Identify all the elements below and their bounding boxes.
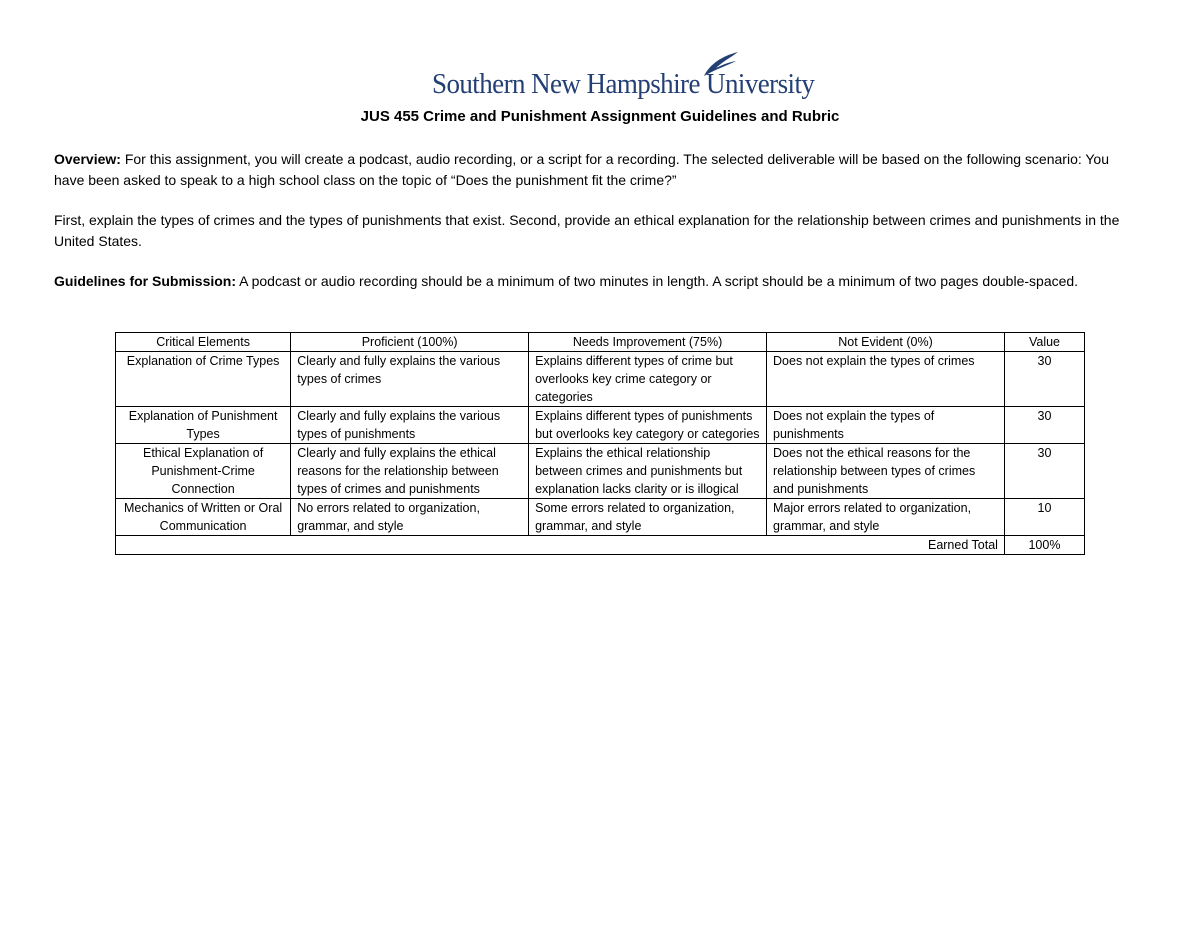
table-row <box>116 407 1085 444</box>
rubric-header-row <box>116 333 1085 352</box>
proficient-cell: Clearly and fully explains the various types of crimes <box>291 352 529 407</box>
logo-wordmark: Southern New Hampshire University <box>432 68 815 100</box>
page-title: JUS 455 Crime and Punishment Assignment Guidelines and Rubric <box>360 108 840 125</box>
guidelines-paragraph <box>54 271 1134 292</box>
value-cell: 30 <box>1004 352 1084 407</box>
table-row <box>116 499 1085 536</box>
value-cell: 30 <box>1004 407 1084 444</box>
header-not-evident: Not Evident (0%) <box>767 333 1005 352</box>
not-evident-cell: Does not explain the types of crimes <box>767 352 1005 407</box>
header-needs-improvement: Needs Improvement (75%) <box>529 333 767 352</box>
needs-improvement-cell: Some errors related to organization, grammar, and style <box>529 499 767 536</box>
not-evident-cell: Major errors related to organization, grammar, and style <box>767 499 1005 536</box>
table-row <box>116 352 1085 407</box>
earned-total-label: Earned Total <box>116 536 1005 555</box>
header-critical-elements: Critical Elements <box>116 333 291 352</box>
instructions-paragraph: First, explain the types of crimes and the types of punishments that exist. Second, provide an ethical explanation for the relationship between crimes and punishments in the United States. <box>54 212 1120 249</box>
overview-label: Overview: <box>54 151 121 167</box>
value-cell: 10 <box>1004 499 1084 536</box>
guidelines-text: A podcast or audio recording should be a minimum of two minutes in length. A script should be a minimum of two pages double-spaced. <box>236 273 1079 289</box>
proficient-cell: Clearly and fully explains the ethical reasons for the relationship between types of crimes and punishments <box>291 444 529 499</box>
needs-improvement-cell: Explains different types of crime but overlooks key crime category or categories <box>529 352 767 407</box>
not-evident-cell: Does not explain the types of punishments <box>767 407 1005 444</box>
header-value: Value <box>1004 333 1084 352</box>
critical-element-cell: Explanation of Punishment Types <box>116 407 291 444</box>
critical-element-cell: Explanation of Crime Types <box>116 352 291 407</box>
guidelines-label: Guidelines for Submission: <box>54 273 237 289</box>
table-row <box>116 444 1085 499</box>
header-proficient: Proficient (100%) <box>291 333 529 352</box>
needs-improvement-cell: Explains different types of punishments but overlooks key category or categories <box>529 407 767 444</box>
value-cell: 30 <box>1004 444 1084 499</box>
critical-element-cell: Ethical Explanation of Punishment-Crime Connection <box>116 444 291 499</box>
rubric-table <box>115 332 1085 555</box>
overview-text: For this assignment, you will create a podcast, audio recording, or a script for a recording. The selected deliverable will be based on the following scenario: You have been asked to speak to a high school class on the topic of “Does the punishment fit the crime?” <box>54 151 1110 188</box>
proficient-cell: No errors related to organization, grammar, and style <box>291 499 529 536</box>
proficient-cell: Clearly and fully explains the various types of punishments <box>291 407 529 444</box>
total-row <box>116 536 1085 555</box>
earned-total-value: 100% <box>1004 536 1084 555</box>
university-logo <box>432 50 815 100</box>
overview-paragraph <box>54 149 1134 190</box>
critical-element-cell: Mechanics of Written or Oral Communication <box>116 499 291 536</box>
needs-improvement-cell: Explains the ethical relationship between crimes and punishments but explanation lacks clarity or is illogical <box>529 444 767 499</box>
not-evident-cell: Does not the ethical reasons for the relationship between types of crimes and punishments <box>767 444 1005 499</box>
